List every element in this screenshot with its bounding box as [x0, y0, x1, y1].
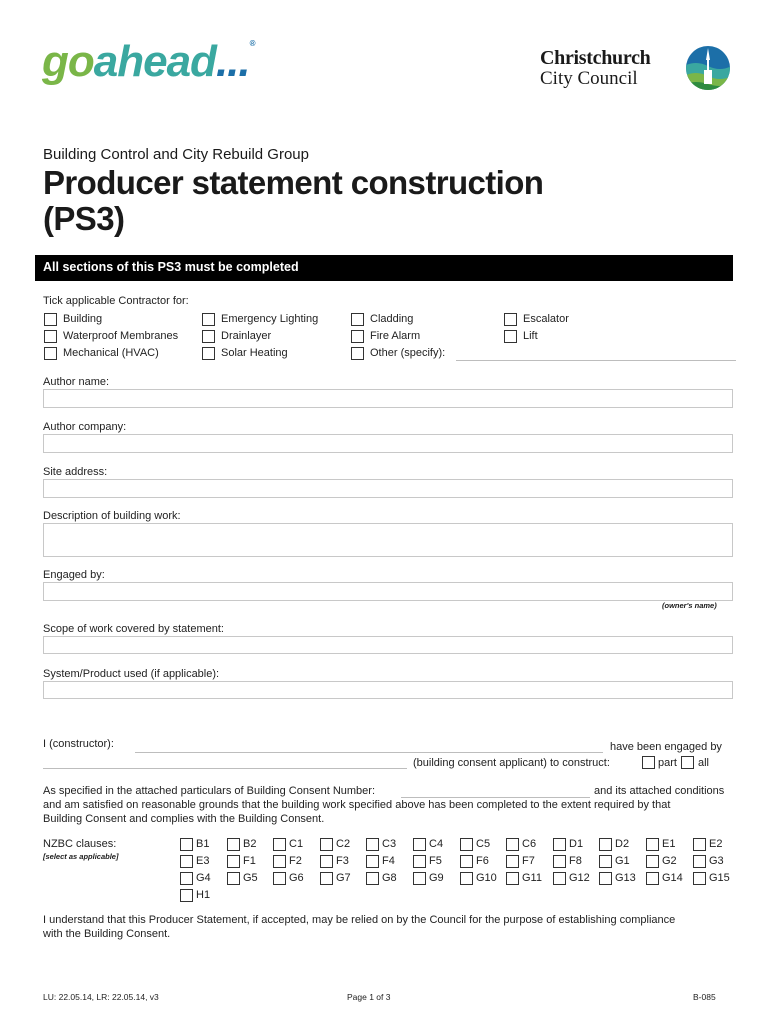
page-title [43, 165, 543, 237]
checkbox-clause-d1[interactable] [553, 838, 566, 851]
department-name: Building Control and City Rebuild Group [43, 146, 309, 163]
clause-label: D1 [569, 838, 584, 850]
checkbox-clause-e2[interactable] [693, 838, 706, 851]
checkbox-clause-g1[interactable] [599, 855, 612, 868]
checkbox-label: Escalator [523, 313, 569, 325]
clause-label: G3 [709, 855, 724, 867]
checkbox-clause-g15[interactable] [693, 872, 706, 885]
understand-line-1: I understand that this Producer Statement, if accepted, may be relied on by the Council for the purpose of establishing compliance [43, 914, 676, 926]
understand-line-2: with the Building Consent. [43, 928, 171, 940]
checkbox-clause-f7[interactable] [506, 855, 519, 868]
clause-label: D2 [615, 838, 630, 850]
consent-line-2: and am satisfied on reasonable grounds that the building work specified above has been completed to the extent required by that [43, 799, 671, 811]
clause-label: B2 [243, 838, 257, 850]
applicant-text: (building consent applicant) to construct: [413, 757, 610, 769]
checkbox-clause-c1[interactable] [273, 838, 286, 851]
checkbox-clause-f5[interactable] [413, 855, 426, 868]
checkbox-clause-b2[interactable] [227, 838, 240, 851]
checkbox-solar-heating[interactable] [202, 347, 215, 360]
applicant-name-input[interactable] [43, 768, 407, 769]
checkbox-clause-h1[interactable] [180, 889, 193, 902]
checkbox-label: Solar Heating [221, 347, 288, 359]
clause-label: F6 [476, 855, 489, 867]
checkbox-label: Waterproof Membranes [63, 330, 179, 342]
checkbox-label: Other (specify): [370, 347, 446, 359]
description-input[interactable] [43, 523, 733, 557]
owners-name-hint: (owner's name) [662, 601, 717, 610]
checkbox-mechanical-hvac[interactable] [44, 347, 57, 360]
go-ahead-logo [42, 37, 255, 86]
clause-label: G10 [476, 872, 497, 884]
checkbox-clause-c3[interactable] [366, 838, 379, 851]
clause-label: G14 [662, 872, 683, 884]
clause-label: G8 [382, 872, 397, 884]
clause-label: F7 [522, 855, 535, 867]
council-logo [508, 42, 736, 98]
system-product-label: System/Product used (if applicable): [43, 668, 220, 680]
checkbox-all[interactable] [681, 756, 694, 769]
engaged-by-label: Engaged by: [43, 569, 105, 581]
clause-label: C6 [522, 838, 537, 850]
checkbox-clause-g8[interactable] [366, 872, 379, 885]
constructor-label: I (constructor): [43, 738, 114, 750]
clause-label: G12 [569, 872, 590, 884]
checkbox-clause-f1[interactable] [227, 855, 240, 868]
checkbox-clause-f4[interactable] [366, 855, 379, 868]
clause-label: G15 [709, 872, 730, 884]
checkbox-clause-g2[interactable] [646, 855, 659, 868]
checkbox-label: Fire Alarm [370, 330, 421, 342]
constructor-name-input[interactable] [135, 752, 603, 753]
contractor-label: Tick applicable Contractor for: [43, 295, 189, 307]
scope-label: Scope of work covered by statement: [43, 623, 224, 635]
clause-label: G5 [243, 872, 258, 884]
checkbox-clause-e1[interactable] [646, 838, 659, 851]
author-name-input[interactable] [43, 389, 733, 408]
logo-go: go [42, 37, 94, 86]
checkbox-label: Drainlayer [221, 330, 272, 342]
checkbox-clause-b1[interactable] [180, 838, 193, 851]
title-line-1: Producer statement construction [43, 164, 544, 201]
section-banner: All sections of this PS3 must be completed [35, 255, 733, 281]
checkbox-clause-g10[interactable] [460, 872, 473, 885]
consent-line-3: Building Consent and complies with the Building Consent. [43, 813, 325, 825]
footer-page-number: Page 1 of 3 [347, 992, 391, 1002]
clause-label: F5 [429, 855, 442, 867]
clause-label: F8 [569, 855, 582, 867]
checkbox-label: Building [63, 313, 103, 325]
logo-ahead: ahead [93, 37, 216, 86]
clause-label: G4 [196, 872, 211, 884]
clause-label: G6 [289, 872, 304, 884]
engaged-text: have been engaged by [610, 741, 722, 753]
logo-ellipsis: ... [215, 37, 250, 86]
clause-label: F1 [243, 855, 256, 867]
clause-label: E2 [709, 838, 723, 850]
checkbox-fire-alarm[interactable] [351, 330, 364, 343]
all-label: all [698, 757, 710, 769]
checkbox-clause-g4[interactable] [180, 872, 193, 885]
clause-label: C3 [382, 838, 397, 850]
description-label: Description of building work: [43, 510, 181, 522]
checkbox-clause-g5[interactable] [227, 872, 240, 885]
nzbc-label: NZBC clauses: [43, 838, 117, 850]
checkbox-clause-e3[interactable] [180, 855, 193, 868]
consent-number-text: As specified in the attached particulars of Building Consent Number: [43, 785, 376, 797]
checkbox-escalator[interactable] [504, 313, 517, 326]
checkbox-clause-g7[interactable] [320, 872, 333, 885]
checkbox-clause-d2[interactable] [599, 838, 612, 851]
checkbox-clause-c4[interactable] [413, 838, 426, 851]
checkbox-part[interactable] [642, 756, 655, 769]
clause-label: E1 [662, 838, 676, 850]
checkbox-clause-c5[interactable] [460, 838, 473, 851]
author-company-label: Author company: [43, 421, 127, 433]
checkbox-building[interactable] [44, 313, 57, 326]
checkbox-lift[interactable] [504, 330, 517, 343]
site-address-label: Site address: [43, 466, 108, 478]
council-name-line2: City Council [540, 68, 638, 89]
checkbox-label: Mechanical (HVAC) [63, 347, 159, 359]
checkbox-clause-g13[interactable] [599, 872, 612, 885]
registered-mark: ® [249, 39, 255, 48]
checkbox-clause-g3[interactable] [693, 855, 706, 868]
checkbox-clause-c2[interactable] [320, 838, 333, 851]
nzbc-hint: [select as applicable] [43, 852, 119, 861]
clause-label: G1 [615, 855, 630, 867]
checkbox-clause-g11[interactable] [506, 872, 519, 885]
author-name-label: Author name: [43, 376, 110, 388]
clause-label: B1 [196, 838, 210, 850]
checkbox-clause-g14[interactable] [646, 872, 659, 885]
checkbox-cladding[interactable] [351, 313, 364, 326]
clause-label: E3 [196, 855, 210, 867]
clause-label: G13 [615, 872, 636, 884]
scope-input[interactable] [43, 636, 733, 654]
checkbox-clause-f8[interactable] [553, 855, 566, 868]
clause-label: F4 [382, 855, 395, 867]
author-company-input[interactable] [43, 434, 733, 453]
council-name-line1: Christchurch [540, 47, 651, 69]
checkbox-clause-c6[interactable] [506, 838, 519, 851]
checkbox-other[interactable] [351, 347, 364, 360]
checkbox-clause-f6[interactable] [460, 855, 473, 868]
consent-conditions-text: and its attached conditions [594, 785, 725, 797]
checkbox-clause-g12[interactable] [553, 872, 566, 885]
footer-form-code: B-085 [693, 992, 716, 1002]
clause-label: C4 [429, 838, 444, 850]
clause-label: G7 [336, 872, 351, 884]
clause-label: F3 [336, 855, 349, 867]
checkbox-drainlayer[interactable] [202, 330, 215, 343]
checkbox-clause-g9[interactable] [413, 872, 426, 885]
clause-label: C2 [336, 838, 351, 850]
clause-label: G2 [662, 855, 677, 867]
clause-label: H1 [196, 889, 211, 901]
clause-label: F2 [289, 855, 302, 867]
site-address-input[interactable] [43, 479, 733, 498]
part-label: part [658, 757, 677, 769]
clause-label: G9 [429, 872, 444, 884]
system-product-input[interactable] [43, 681, 733, 699]
checkbox-emergency-lighting[interactable] [202, 313, 215, 326]
clause-label: G11 [522, 872, 542, 884]
checkbox-waterproof-membranes[interactable] [44, 330, 57, 343]
checkbox-clause-f3[interactable] [320, 855, 333, 868]
title-line-2: (PS3) [43, 200, 125, 237]
checkbox-label: Lift [523, 330, 538, 342]
clause-label: C5 [476, 838, 491, 850]
clause-label: C1 [289, 838, 304, 850]
other-specify-input[interactable] [456, 360, 736, 361]
checkbox-clause-f2[interactable] [273, 855, 286, 868]
cathedral-emblem-icon [684, 44, 732, 92]
checkbox-clause-g6[interactable] [273, 872, 286, 885]
engaged-by-input[interactable] [43, 582, 733, 601]
checkbox-label: Emergency Lighting [221, 313, 319, 325]
checkbox-label: Cladding [370, 313, 414, 325]
footer-version: LU: 22.05.14, LR: 22.05.14, v3 [43, 992, 159, 1002]
